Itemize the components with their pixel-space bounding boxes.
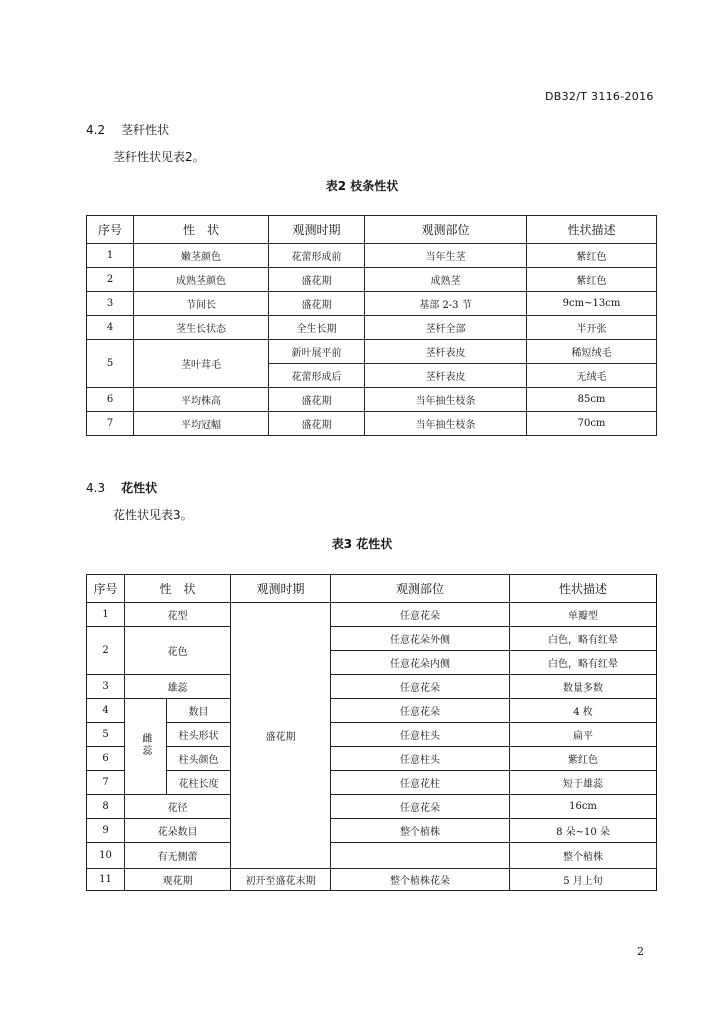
cell-no: 2: [87, 627, 125, 675]
cell-trait: 柱头形状: [167, 723, 231, 747]
cell-period-shared: 盛花期: [231, 603, 331, 869]
table-row: [87, 843, 657, 869]
table-row: [87, 627, 657, 651]
cell-desc: 单瓣型: [510, 603, 657, 627]
table-row: [87, 747, 657, 771]
cell-part: 任意花朵内侧: [331, 651, 510, 675]
cell-trait: 有无侧蕾: [125, 843, 231, 869]
cell-no: 1: [87, 603, 125, 627]
cell-no: 2: [87, 268, 134, 292]
cell-period: 花蕾形成前: [269, 244, 365, 268]
cell-trait: 平均冠幅: [134, 412, 269, 436]
cell-trait: 嫩茎颜色: [134, 244, 269, 268]
col-header-no: 序号: [87, 575, 125, 603]
pistil-group-label: 雌蕊: [140, 733, 151, 757]
cell-trait: 雄蕊: [125, 675, 231, 699]
section-number: 4.3: [86, 481, 106, 495]
cell-no: 3: [87, 292, 134, 316]
section-paragraph: 茎秆性状见表2。: [113, 150, 205, 164]
table2-caption: 表2 枝条性状: [325, 179, 399, 193]
cell-desc: 5 月上旬: [510, 869, 657, 891]
cell-part: 基部 2-3 节: [365, 292, 527, 316]
cell-trait: 花柱长度: [167, 771, 231, 795]
cell-no: 4: [87, 699, 125, 723]
cell-part: 任意花朵外侧: [331, 627, 510, 651]
cell-part: 任意花朵: [331, 699, 510, 723]
cell-desc: 紫红色: [527, 244, 657, 268]
table3: [86, 574, 657, 891]
cell-trait: 节间长: [134, 292, 269, 316]
cell-period-empty: [331, 843, 510, 869]
cell-desc: 短于雄蕊: [510, 771, 657, 795]
col-header-part: 观测部位: [365, 216, 527, 244]
cell-trait: 成熟茎颜色: [134, 268, 269, 292]
col-header-no: 序号: [87, 216, 134, 244]
table-row: [87, 316, 657, 340]
cell-trait: 花型: [125, 603, 231, 627]
table3-caption: 表3 花性状: [331, 537, 393, 551]
table-row: [87, 292, 657, 316]
cell-no: 7: [87, 412, 134, 436]
cell-desc: 70cm: [527, 412, 657, 436]
col-header-desc: 性状描述: [527, 216, 657, 244]
cell-part: 茎杆表皮: [365, 364, 527, 388]
cell-trait: 花朵数目: [125, 819, 231, 843]
cell-period: 新叶展平前: [269, 340, 365, 364]
cell-desc: 白色，略有红晕: [510, 651, 657, 675]
cell-trait: 数目: [167, 699, 231, 723]
cell-trait: 茎生长状态: [134, 316, 269, 340]
cell-part: 任意柱头: [331, 723, 510, 747]
table-row: [87, 771, 657, 795]
cell-part: 任意花朵: [331, 603, 510, 627]
cell-part: 任意花柱: [331, 771, 510, 795]
cell-part: 整个植株: [331, 819, 510, 843]
cell-no: 10: [87, 843, 125, 869]
cell-period: 盛花期: [269, 268, 365, 292]
cell-period: 全生长期: [269, 316, 365, 340]
section-title: 茎秆性状: [121, 123, 170, 137]
cell-part: 任意花朵: [331, 795, 510, 819]
cell-pistil-group: [125, 699, 167, 795]
table-row: [87, 388, 657, 412]
table-row: [87, 244, 657, 268]
cell-part: 当年生茎: [365, 244, 527, 268]
cell-desc: 白色，略有红晕: [510, 627, 657, 651]
cell-desc: 稀短绒毛: [527, 340, 657, 364]
table-row: [87, 723, 657, 747]
cell-desc: 无绒毛: [527, 364, 657, 388]
cell-part: 茎杆表皮: [365, 340, 527, 364]
cell-no: 9: [87, 819, 125, 843]
cell-desc: 紫红色: [527, 268, 657, 292]
table-row: [87, 340, 657, 364]
table-header-row: [87, 216, 657, 244]
page-number: 2: [637, 945, 644, 958]
table-row: [87, 795, 657, 819]
cell-desc: 半开张: [527, 316, 657, 340]
col-header-part: 观测部位: [331, 575, 510, 603]
cell-trait: 柱头颜色: [167, 747, 231, 771]
cell-part: 整个植株花朵: [331, 869, 510, 891]
document-code: DB32/T 3116-2016: [545, 90, 654, 103]
table-row: [87, 603, 657, 627]
section-heading-4-2: [86, 121, 169, 138]
table-row: [87, 819, 657, 843]
table-row: [87, 699, 657, 723]
cell-desc: 85cm: [527, 388, 657, 412]
cell-part: 任意花朵: [331, 675, 510, 699]
cell-desc: 扁平: [510, 723, 657, 747]
cell-no: 1: [87, 244, 134, 268]
cell-part: 成熟茎: [365, 268, 527, 292]
table-row: [87, 268, 657, 292]
cell-no: 8: [87, 795, 125, 819]
cell-trait: 花色: [125, 627, 231, 675]
table-header-row: [87, 575, 657, 603]
cell-no: 4: [87, 316, 134, 340]
section-heading-4-3: [86, 479, 157, 496]
table-row: [87, 869, 657, 891]
cell-desc: 9cm~13cm: [527, 292, 657, 316]
cell-no: 3: [87, 675, 125, 699]
section-title: 花性状: [121, 481, 158, 495]
cell-part: 茎杆全部: [365, 316, 527, 340]
cell-trait: 茎叶茸毛: [134, 340, 269, 388]
cell-desc: 紫红色: [510, 747, 657, 771]
cell-no: 6: [87, 388, 134, 412]
cell-desc: 16cm: [510, 795, 657, 819]
cell-no: 7: [87, 771, 125, 795]
section-paragraph: 花性状见表3。: [113, 508, 193, 522]
cell-no: 5: [87, 340, 134, 388]
cell-period: 盛花期: [269, 388, 365, 412]
col-header-trait: 性 状: [134, 216, 269, 244]
cell-part: 当年抽生枝条: [365, 412, 527, 436]
section-number: 4.2: [86, 123, 106, 137]
table2: [86, 215, 657, 436]
col-header-period: 观测时期: [269, 216, 365, 244]
cell-period: 初开至盛花末期: [231, 869, 331, 891]
cell-trait: 观花期: [125, 869, 231, 891]
cell-period: 盛花期: [269, 292, 365, 316]
cell-no: 6: [87, 747, 125, 771]
cell-desc: 8 朵~10 朵: [510, 819, 657, 843]
cell-part: 任意柱头: [331, 747, 510, 771]
cell-no: 11: [87, 869, 125, 891]
cell-trait: 花径: [125, 795, 231, 819]
table-row: [87, 412, 657, 436]
table-row: [87, 675, 657, 699]
col-header-desc: 性状描述: [510, 575, 657, 603]
cell-no: 5: [87, 723, 125, 747]
cell-trait: 平均株高: [134, 388, 269, 412]
cell-period: 盛花期: [269, 412, 365, 436]
col-header-trait: 性 状: [125, 575, 231, 603]
cell-part: 当年抽生枝条: [365, 388, 527, 412]
col-header-period: 观测时期: [231, 575, 331, 603]
cell-period: 花蕾形成后: [269, 364, 365, 388]
cell-desc: 4 枚: [510, 699, 657, 723]
cell-part: 整个植株: [510, 843, 657, 869]
cell-desc: 数量多数: [510, 675, 657, 699]
